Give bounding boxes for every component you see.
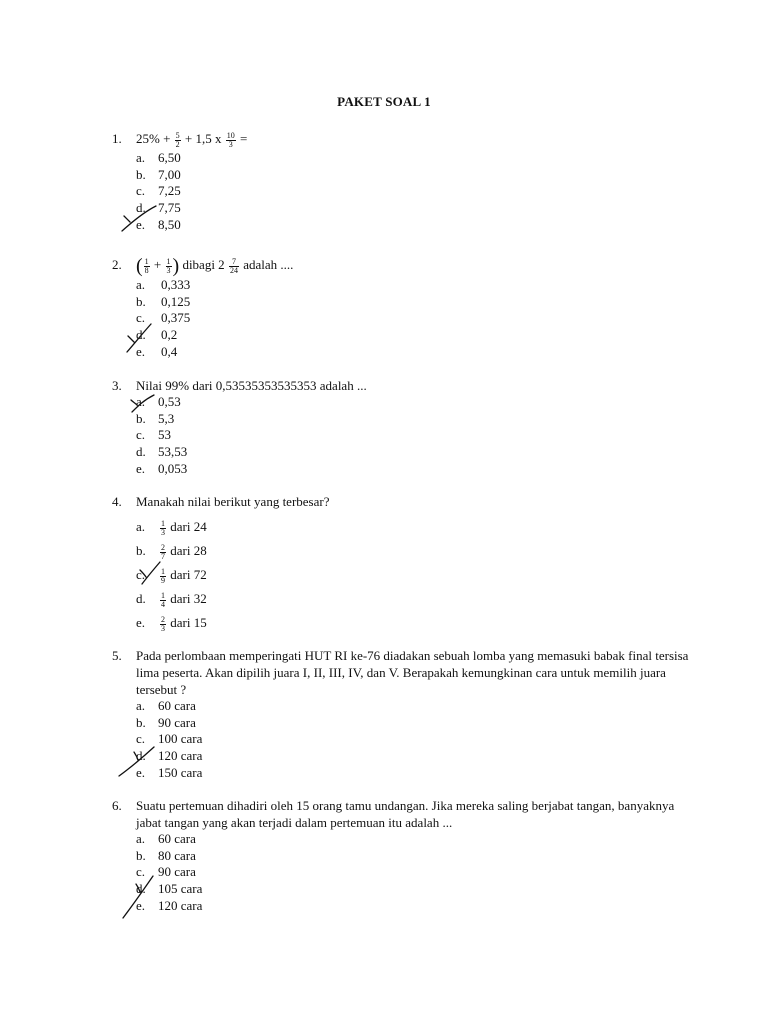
option-e[interactable]: e. 0,053 bbox=[136, 460, 188, 476]
option-c[interactable]: c. $\frac{1}{9}$ dari 72 bbox=[136, 566, 207, 585]
page-title: PAKET SOAL 1 bbox=[337, 94, 431, 109]
option-e[interactable]: e. 8,50 bbox=[136, 216, 181, 232]
fraction: $\frac{1}{4}$ bbox=[161, 590, 165, 609]
option-c[interactable]: c. 90 cara bbox=[136, 864, 196, 880]
option-a[interactable]: a. 0,333 bbox=[136, 277, 191, 292]
question-header bbox=[112, 128, 692, 150]
fraction: $\frac{1}{9}$ bbox=[161, 566, 165, 585]
question-expression: 25% + $\frac{5}{2}$ + 1,5 x $\frac{10}{3}$ = bbox=[136, 130, 248, 149]
option-c[interactable]: c. 0,375 bbox=[136, 310, 191, 326]
question-header bbox=[112, 493, 692, 510]
question-text: Suatu pertemuan dihadiri oleh 15 orang tamu undangan. Jika mereka saling berjabat tangan, banyaknya jabat tangan yang akan terjadi dalam pertemuan itu adalah ... bbox=[136, 798, 675, 830]
fraction: $\frac{1}{3}$ bbox=[161, 518, 165, 537]
question-4 bbox=[112, 493, 692, 635]
question-text: Pada perlombaan memperingati HUT RI ke-76 diadakan sebuah lomba yang memasuki babak final tersisa lima peserta. Akan dipilih juara I, II, III, IV, dan V. Berapakah kemungkinan cara untuk memilih juara tersebut ? bbox=[136, 648, 689, 697]
fraction: $\frac{1}{3}$ bbox=[166, 256, 171, 275]
question-expression: ( $\frac{1}{8}$ + $\frac{1}{3}$ ) dibagi 2 $\frac{7}{24}$ adalah .... bbox=[136, 255, 294, 278]
question-number: 3. bbox=[112, 378, 122, 393]
option-c[interactable]: c. 53 bbox=[136, 427, 171, 443]
options-list bbox=[112, 277, 692, 360]
option-a[interactable]: a. 60 cara bbox=[136, 698, 196, 713]
option-d[interactable]: d. 105 cara bbox=[136, 881, 203, 897]
option-d[interactable]: d. 7,75 bbox=[136, 200, 181, 216]
options-list bbox=[112, 150, 692, 233]
question-number: 5. bbox=[112, 648, 122, 663]
option-b[interactable]: b. 5,3 bbox=[136, 410, 175, 426]
option-e[interactable]: e. $\frac{2}{3}$ dari 15 bbox=[136, 614, 207, 633]
fraction: $\frac{10}{3}$ bbox=[226, 130, 235, 149]
fraction: $\frac{7}{24}$ bbox=[229, 256, 238, 275]
option-b[interactable]: b. $\frac{2}{7}$ dari 28 bbox=[136, 542, 207, 561]
question-3 bbox=[112, 377, 692, 477]
question-header bbox=[112, 253, 692, 277]
options-list bbox=[112, 515, 692, 635]
options-list bbox=[112, 698, 692, 781]
question-6 bbox=[112, 797, 692, 914]
question-number: 2. bbox=[112, 257, 122, 272]
fraction: $\frac{5}{2}$ bbox=[175, 130, 180, 149]
option-e[interactable]: e. 150 cara bbox=[136, 764, 203, 780]
question-header bbox=[112, 797, 692, 831]
option-b[interactable]: b. 90 cara bbox=[136, 714, 196, 730]
option-d[interactable]: d. 53,53 bbox=[136, 444, 188, 460]
options-list bbox=[112, 394, 692, 477]
option-c[interactable]: c. 7,25 bbox=[136, 183, 181, 199]
question-2 bbox=[112, 253, 692, 360]
question-text: Manakah nilai berikut yang terbesar? bbox=[136, 494, 330, 509]
question-header bbox=[112, 377, 692, 394]
option-b[interactable]: b. 7,00 bbox=[136, 166, 181, 182]
option-a[interactable]: a. $\frac{1}{3}$ dari 24 bbox=[136, 518, 207, 537]
fraction: $\frac{2}{7}$ bbox=[161, 542, 165, 561]
question-1 bbox=[112, 128, 692, 233]
option-a[interactable]: a. 60 cara bbox=[136, 831, 196, 846]
option-d[interactable]: d. $\frac{1}{4}$ dari 32 bbox=[136, 590, 207, 609]
question-text: Nilai 99% dari 0,53535353535353 adalah ... bbox=[136, 378, 367, 393]
option-b[interactable]: b. 80 cara bbox=[136, 847, 196, 863]
question-5 bbox=[112, 647, 692, 781]
option-a[interactable]: a. 0,53 bbox=[136, 394, 181, 409]
fraction: $\frac{1}{8}$ bbox=[144, 256, 149, 275]
option-e[interactable]: e. 120 cara bbox=[136, 897, 203, 913]
fraction: $\frac{2}{3}$ bbox=[161, 614, 165, 633]
option-d[interactable]: d. 120 cara bbox=[136, 748, 203, 764]
option-c[interactable]: c. 100 cara bbox=[136, 731, 203, 747]
option-e[interactable]: e. 0,4 bbox=[136, 343, 178, 359]
option-d[interactable]: d. 0,2 bbox=[136, 327, 178, 343]
option-a[interactable]: a. 6,50 bbox=[136, 150, 181, 165]
question-number: 1. bbox=[112, 131, 122, 146]
question-number: 6. bbox=[112, 798, 122, 813]
option-b[interactable]: b. 0,125 bbox=[136, 293, 191, 309]
question-header bbox=[112, 647, 692, 698]
options-list bbox=[112, 831, 692, 914]
question-number: 4. bbox=[112, 494, 122, 509]
